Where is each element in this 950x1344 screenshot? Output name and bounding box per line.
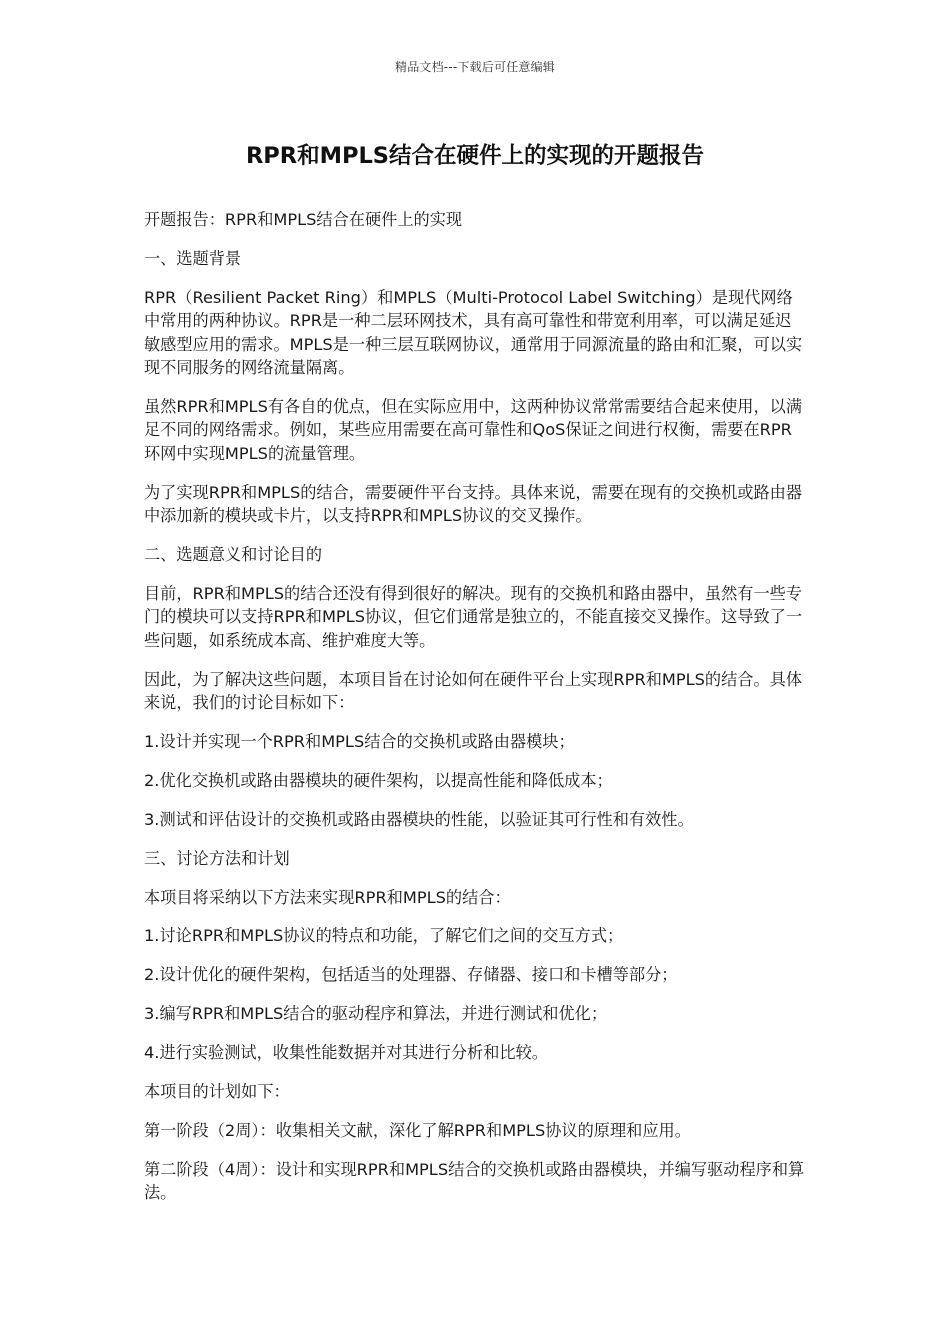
intro-line: 开题报告：RPR和MPLS结合在硬件上的实现: [144, 210, 463, 229]
list-item: 4.进行实验测试，收集性能数据并对其进行分析和比较。: [144, 1043, 548, 1063]
section-heading-background: 一、选题背景: [144, 248, 242, 268]
paragraph: 本项目将采纳以下方法来实现RPR和MPLS的结合：: [144, 887, 511, 907]
list-item: 1.设计并实现一个RPR和MPLS结合的交换机或路由器模块；: [144, 731, 575, 751]
section-heading-significance: 二、选题意义和讨论目的: [144, 544, 323, 564]
page-header-note: 精品文档---下载后可任意编辑: [395, 60, 555, 74]
paragraph: 为了实现RPR和MPLS的结合，需要硬件平台支持。具体来说，需要在现有的交换机或路由器中添加新的模块或卡片，以支持RPR和MPLS协议的交叉操作。: [144, 482, 803, 526]
paragraph: 因此，为了解决这些问题，本项目旨在讨论如何在硬件平台上实现RPR和MPLS的结合。具体来说，我们的讨论目标如下：: [144, 669, 803, 712]
list-item: 3.编写RPR和MPLS结合的驱动程序和算法，并进行测试和优化；: [144, 1004, 608, 1024]
paragraph: 虽然RPR和MPLS有各自的优点，但在实际应用中，这两种协议常常需要结合起来使用，以满足不同的网络需求。例如，某些应用需要在高可靠性和QoS保证之间进行权衡，需要在RPR环网中实现MPLS的流量管理。: [144, 396, 803, 463]
document-body: [144, 208, 806, 1220]
plan-stage: 第一阶段（2周）：收集相关文献，深化了解RPR和MPLS协议的原理和应用。: [144, 1120, 691, 1140]
paragraph: 本项目的计划如下：: [144, 1082, 290, 1102]
list-item: 1.讨论RPR和MPLS协议的特点和功能，了解它们之间的交互方式；: [144, 926, 624, 946]
paragraph: 目前，RPR和MPLS的结合还没有得到很好的解决。现有的交换机和路由器中，虽然有一些专门的模块可以支持RPR和MPLS协议，但它们通常是独立的，不能直接交叉操作。这导致了一些问题，如系统成本高、维护难度大等。: [144, 583, 803, 650]
section-heading-methods: 三、讨论方法和计划: [144, 848, 290, 868]
list-item: 2.优化交换机或路由器模块的硬件架构，以提高性能和降低成本；: [144, 770, 613, 790]
paragraph: RPR（Resilient Packet Ring）和MPLS（Multi-Protocol Label Switching）是现代网络中常用的两种协议。RPR是一种二层环网技术，具有高可靠性和带宽利用率，可以满足延迟敏感型应用的需求。MPLS是一种三层互联网协议，通常用于同源流量的路由和汇聚，可以实现不同服务的网络流量隔离。: [144, 287, 803, 378]
list-item: 2.设计优化的硬件架构，包括适当的处理器、存储器、接口和卡槽等部分；: [144, 965, 678, 985]
plan-stage: 第二阶段（4周）：设计和实现RPR和MPLS结合的交换机或路由器模块，并编写驱动程序和算法。: [144, 1159, 805, 1203]
document-title: RPR和MPLS结合在硬件上的实现的开题报告: [245, 143, 705, 169]
list-item: 3.测试和评估设计的交换机或路由器模块的性能，以验证其可行性和有效性。: [144, 809, 694, 829]
